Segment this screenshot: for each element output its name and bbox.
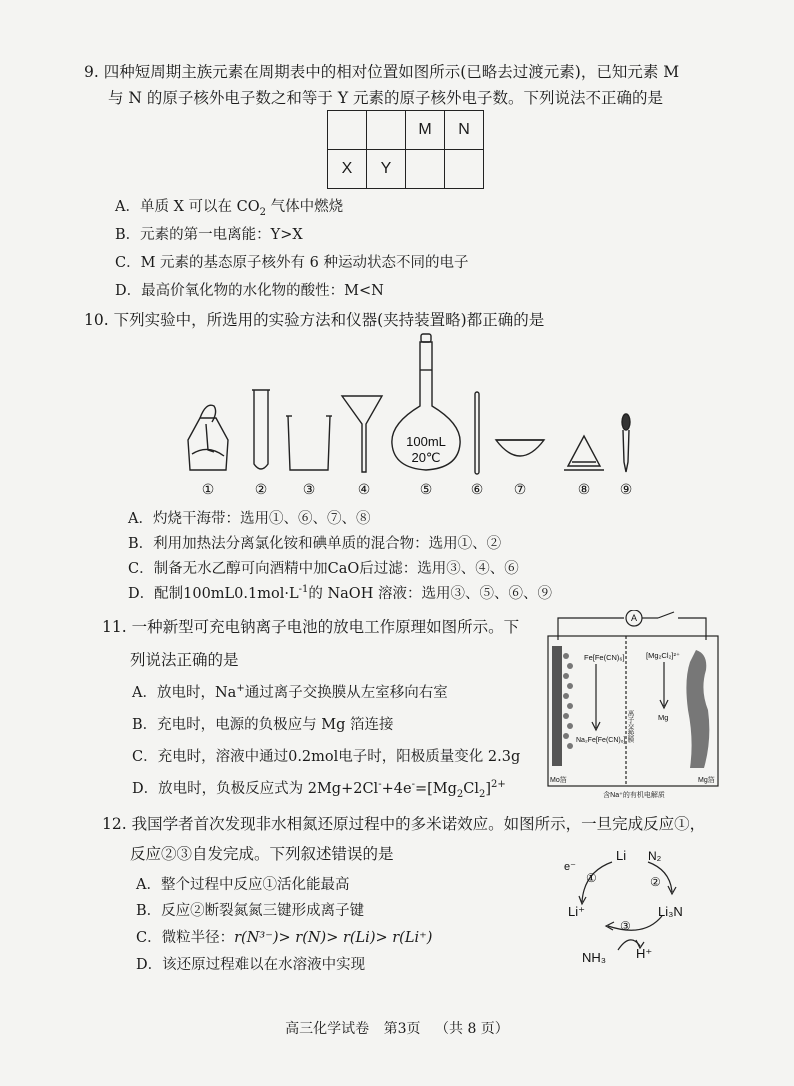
q11-stem-line1 — [102, 617, 519, 637]
q11-stem-text1: 一种新型可充电钠离子电池的放电工作原理如图所示。下 — [131, 618, 520, 636]
apparatus-label-4: ④ — [357, 481, 371, 497]
q10-option-d[interactable] — [128, 585, 552, 603]
superscript: -1 — [298, 584, 309, 596]
apparatus-label-6: ⑥ — [470, 481, 484, 497]
q10-option-d-text2: 的 NaOH 溶液：选用③、⑤、⑥、⑨ — [308, 586, 552, 602]
q12-option-c-expr: r(N³⁻)> r(N)> r(Li)> r(Li⁺) — [234, 930, 433, 946]
footer-total: （共 8 页） — [435, 1021, 509, 1037]
q11-option-d-text: D．放电时，负极反应式为 2Mg+2Cl — [132, 781, 379, 797]
page-footer — [0, 1018, 794, 1038]
q9-option-c[interactable]: C．M 元素的基态原子核外有 6 种运动状态不同的电子 — [115, 255, 469, 271]
q11-option-b[interactable]: B．充电时，电源的负极应与 Mg 箔连接 — [132, 717, 394, 733]
flask-volume-label: 100mL — [406, 434, 446, 449]
mo-foil-label: Mo箔 — [550, 777, 567, 784]
pt-cell-y: Y — [367, 150, 406, 189]
q11-option-a-text2: 通过离子交换膜从左室移向右室 — [244, 685, 448, 701]
footer-page: 第3页 — [383, 1021, 421, 1037]
footer-title: 高三化学试卷 — [285, 1021, 370, 1037]
superscript: - — [378, 779, 382, 791]
cycle-li-plus: Li⁺ — [568, 904, 585, 919]
pt-cell — [367, 111, 406, 150]
q9-option-b[interactable]: B．元素的第一电离能：Y>X — [115, 227, 303, 243]
q12-option-a[interactable]: A．整个过程中反应①活化能最高 — [136, 877, 350, 893]
q10-stem — [84, 310, 544, 330]
crucible-apparatus-icon — [188, 405, 228, 470]
anode-top-label: [Mg₂Cl₂]²⁺ — [646, 651, 680, 660]
q11-number: 11. — [102, 618, 127, 636]
cycle-step-3: ③ — [620, 919, 631, 933]
cycle-step-1: ① — [586, 871, 597, 885]
mg-foil-electrode — [686, 650, 709, 768]
q10-option-c[interactable]: C．制备无水乙醇可向酒精中加CaO后过滤：选用③、④、⑥ — [128, 561, 519, 577]
q9-option-a-text: A．单质 X 可以在 CO — [115, 199, 260, 215]
superscript: - — [411, 779, 415, 791]
q9-stem-line1 — [84, 62, 679, 82]
q10-option-d-text: D．配制100mL0.1mol·L — [128, 586, 299, 602]
battery-diagram — [540, 610, 730, 800]
q12-stem-line1 — [102, 814, 705, 834]
apparatus-label-7: ⑦ — [513, 481, 527, 497]
anode-mg-label: Mg — [658, 713, 669, 722]
test-tube-icon — [252, 390, 270, 469]
apparatus-label-9: ⑨ — [619, 481, 633, 497]
q11-stem-line2: 列说法正确的是 — [130, 651, 239, 669]
membrane-label: 离子交换膜 — [626, 710, 634, 743]
q9-stem-text1: 四种短周期主族元素在周期表中的相对位置如图所示(已略去过渡元素)，已知元素 M — [103, 63, 680, 81]
cycle-li3n: Li₃N — [658, 904, 683, 919]
periodic-table-fragment — [327, 110, 484, 189]
pt-cell-x: X — [328, 150, 367, 189]
pt-cell — [406, 150, 445, 189]
cycle-n2: N₂ — [648, 849, 662, 863]
funnel-icon — [342, 396, 382, 472]
beaker-icon — [286, 416, 332, 470]
ammeter-label: A — [630, 613, 638, 623]
cathode-top-label: Fe[Fe(CN)₆] — [584, 653, 625, 662]
q12-option-b[interactable]: B．反应②断裂氮氮三键形成离子键 — [136, 903, 365, 919]
q12-number: 12. — [102, 815, 127, 833]
flask-temp-label: 20℃ — [411, 450, 441, 465]
electrolyte-caption: 含Na⁺的有机电解质 — [603, 792, 665, 799]
q11-option-a[interactable] — [132, 684, 448, 702]
mg-foil-label: Mg箔 — [698, 777, 715, 784]
q12-option-c-text: C．微粒半径： — [136, 930, 235, 946]
q12-option-c[interactable] — [136, 929, 432, 947]
q9-stem-line2: 与 N 的原子核外电子数之和等于 Y 元素的原子核外电子数。下列说法不正确的是 — [108, 89, 664, 107]
q10-number: 10. — [84, 311, 109, 329]
cycle-nh3: NH₃ — [582, 950, 607, 965]
nitrogen-cycle-diagram — [552, 840, 702, 970]
q11-option-d[interactable] — [132, 780, 506, 798]
pt-cell — [445, 150, 484, 189]
q12-option-d[interactable]: D．该还原过程难以在水溶液中实现 — [136, 957, 366, 973]
apparatus-label-1: ① — [201, 481, 215, 497]
pt-cell-m: M — [406, 111, 445, 150]
apparatus-label-2: ② — [254, 481, 268, 497]
dropper-icon — [622, 414, 630, 472]
q10-option-b[interactable]: B．利用加热法分离氯化铵和碘单质的混合物：选用①、② — [128, 536, 502, 552]
q10-stem-text: 下列实验中，所选用的实验方法和仪器(夹持装置略)都正确的是 — [113, 311, 545, 329]
q12-stem-text1: 我国学者首次发现非水相氮还原过程中的多米诺效应。如图所示，一旦完成反应①， — [131, 815, 706, 833]
clay-triangle-icon — [564, 436, 604, 470]
q11-option-a-text: A．放电时，Na — [132, 685, 237, 701]
cycle-li: Li — [616, 848, 627, 863]
lab-apparatus-figure — [170, 332, 640, 500]
apparatus-label-8: ⑧ — [577, 481, 591, 497]
apparatus-label-3: ③ — [302, 481, 316, 497]
cycle-h-plus: H⁺ — [636, 946, 653, 961]
q11-option-d-text4: Cl — [463, 781, 479, 797]
q12-stem-line2: 反应②③自发完成。下列叙述错误的是 — [130, 845, 394, 863]
superscript: 2+ — [491, 779, 506, 791]
mo-foil-electrode — [552, 646, 562, 766]
pt-cell — [328, 111, 367, 150]
glass-rod-icon — [475, 392, 479, 474]
q9-option-a-text2: 气体中燃烧 — [265, 199, 344, 215]
subscript: 2 — [456, 788, 464, 800]
subscript: 2 — [259, 206, 266, 218]
q9-option-a[interactable] — [115, 198, 343, 216]
cycle-step-2: ② — [650, 875, 661, 889]
q11-option-c[interactable]: C．充电时，溶液中通过0.2mol电子时，阳极质量变化 2.3g — [132, 749, 521, 765]
q11-option-d-text2: +4e — [381, 781, 412, 797]
q10-option-a[interactable]: A．灼烧干海带：选用①、⑥、⑦、⑧ — [128, 511, 371, 527]
subscript: 2 — [479, 788, 486, 800]
q11-option-d-text3: =[Mg — [414, 781, 457, 797]
q11-option-d-text5: ] — [485, 781, 492, 797]
q9-number: 9. — [84, 63, 99, 81]
apparatus-label-5: ⑤ — [419, 481, 433, 497]
evaporating-dish-icon — [496, 440, 544, 456]
cathode-bottom-label: Na₂Fe[Fe(CN)₆] — [576, 737, 626, 744]
q9-option-d[interactable]: D．最高价氧化物的水化物的酸性：M<N — [115, 283, 384, 299]
cycle-electron: e⁻ — [564, 861, 576, 873]
superscript: + — [236, 683, 245, 695]
pt-cell-n: N — [445, 111, 484, 150]
